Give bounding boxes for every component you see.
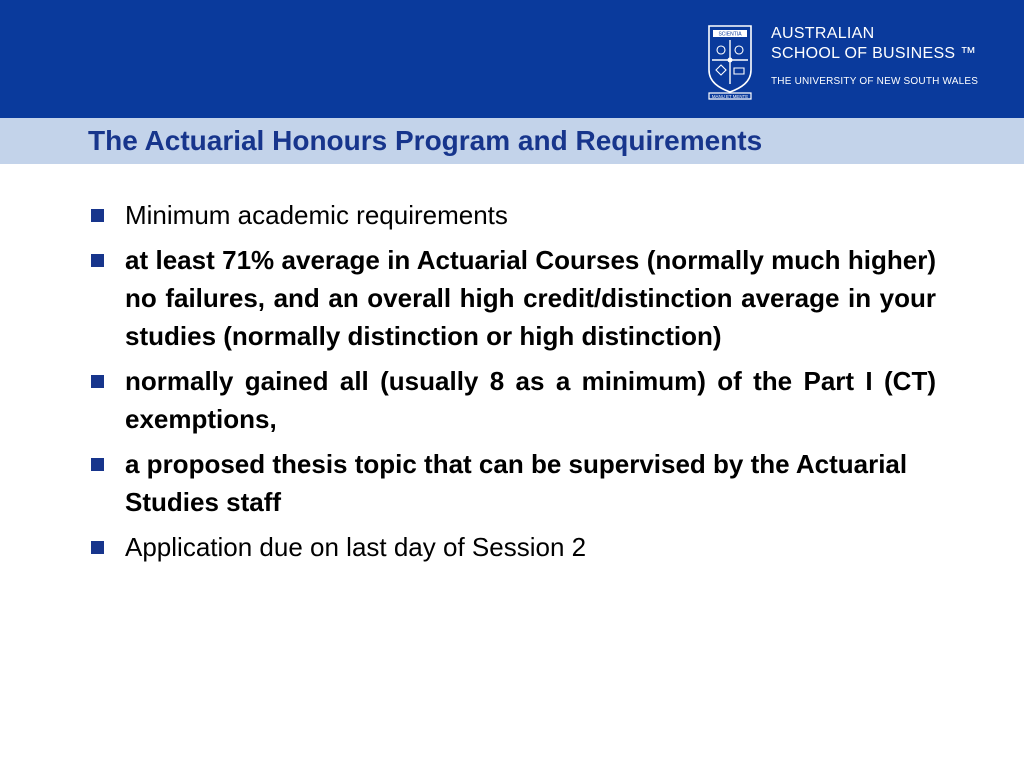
unsw-crest-icon bbox=[706, 24, 754, 100]
bullet-text: Minimum academic requirements bbox=[125, 200, 508, 230]
logo-line-school-of-business: SCHOOL OF BUSINESS ™ bbox=[771, 45, 977, 62]
bullet-item bbox=[88, 445, 936, 521]
logo-line-australian: AUSTRALIAN bbox=[771, 25, 875, 42]
bullet-item bbox=[88, 362, 936, 438]
bullet-item bbox=[88, 241, 936, 355]
slide-title: The Actuarial Honours Program and Requirements bbox=[88, 125, 763, 156]
bullet-list bbox=[88, 196, 936, 573]
square-bullet-icon bbox=[91, 375, 104, 388]
bullet-text: a proposed thesis topic that can be supervised by the Actuarial Studies staff bbox=[125, 449, 908, 517]
logo-line-unsw: THE UNIVERSITY OF NEW SOUTH WALES bbox=[771, 76, 979, 87]
square-bullet-icon bbox=[91, 458, 104, 471]
square-bullet-icon bbox=[91, 254, 104, 267]
asb-logo bbox=[706, 24, 978, 100]
header-band bbox=[0, 0, 1024, 118]
square-bullet-icon bbox=[91, 209, 104, 222]
crest-banner-text: SCIENTIA bbox=[718, 31, 742, 38]
logo-text bbox=[771, 24, 978, 88]
bullet-item bbox=[88, 528, 936, 566]
bullet-text: at least 71% average in Actuarial Courses (normally much higher) no failures, and an overall high credit/distinction average in your studies (normally distinction or high distinction) bbox=[125, 245, 936, 351]
square-bullet-icon bbox=[91, 541, 104, 554]
bullet-item bbox=[88, 196, 936, 234]
bullet-text: Application due on last day of Session 2 bbox=[125, 532, 587, 562]
bullet-text: normally gained all (usually 8 as a minimum) of the Part I (CT) exemptions, bbox=[125, 366, 936, 434]
crest-motto-text: MANU ET MENTE bbox=[711, 93, 749, 99]
